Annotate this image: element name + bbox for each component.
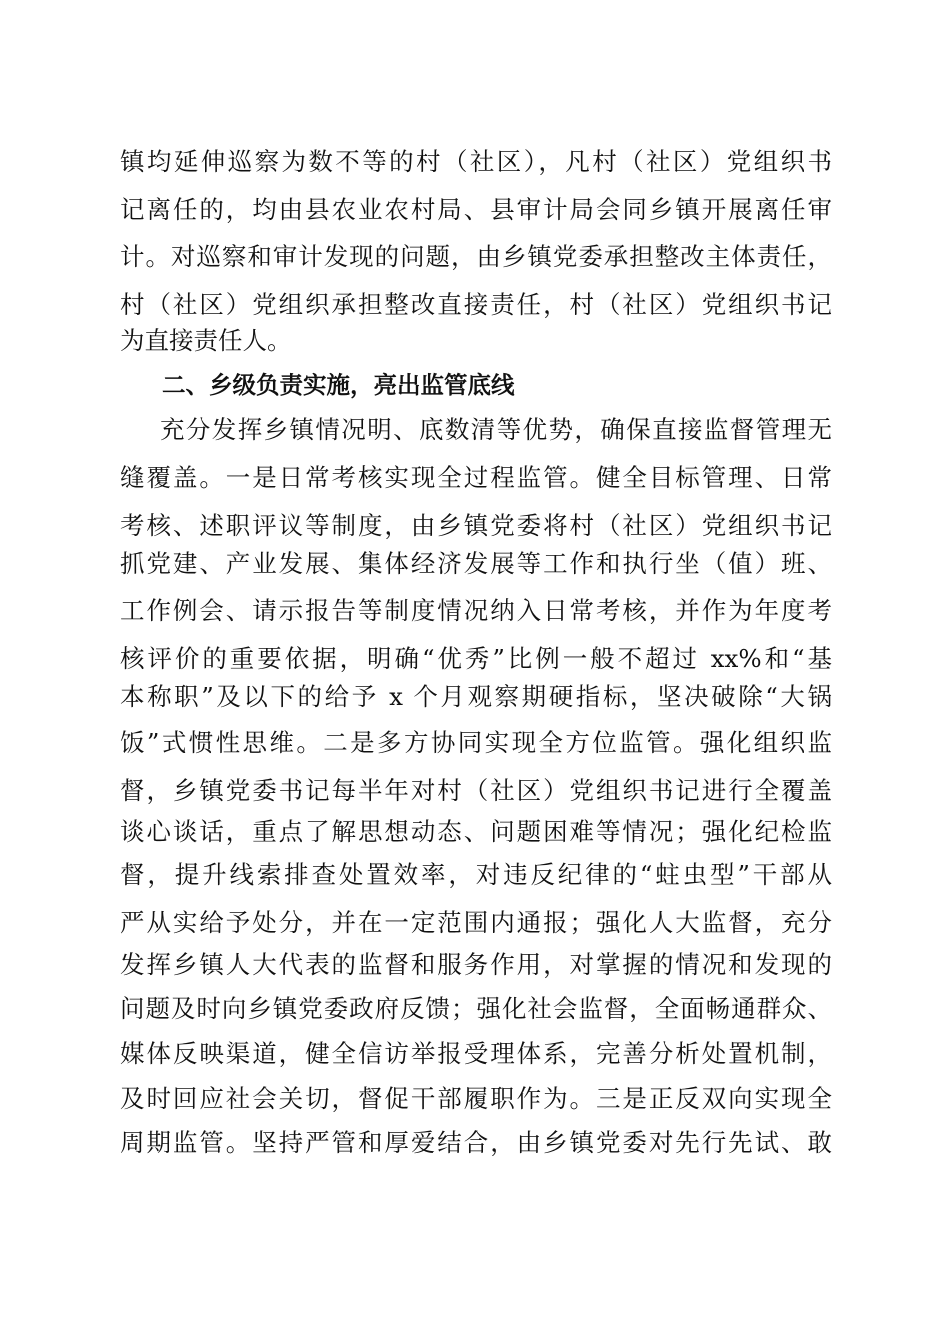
paragraph-line: 周期监管。坚持严管和厚爱结合，由乡镇党委对先行先试、敢 bbox=[120, 1128, 832, 1157]
paragraph-line: 及时回应社会关切，督促干部履职作为。三是正反双向实现全 bbox=[120, 1084, 832, 1113]
paragraph-line: 发挥乡镇人大代表的监督和服务作用，对掌握的情况和发现的 bbox=[120, 950, 832, 979]
section-heading: 二、乡级负责实施，亮出监管底线 bbox=[162, 371, 515, 399]
paragraph-line: 饭”式惯性思维。二是多方协同实现全方位监管。强化组织监 bbox=[120, 728, 832, 757]
paragraph-line: 督，乡镇党委书记每半年对村（社区）党组织书记进行全覆盖 bbox=[120, 776, 832, 805]
paragraph-line: 缝覆盖。一是日常考核实现全过程监管。健全目标管理、日常 bbox=[120, 463, 832, 492]
paragraph-line: 媒体反映渠道，健全信访举报受理体系，完善分析处置机制， bbox=[120, 1039, 832, 1068]
paragraph-line: 抓党建、产业发展、集体经济发展等工作和执行坐（值）班、 bbox=[120, 549, 832, 578]
paragraph-line: 计。对巡察和审计发现的问题，由乡镇党委承担整改主体责任， bbox=[120, 242, 832, 271]
paragraph-line: 问题及时向乡镇党委政府反馈；强化社会监督，全面畅通群众、 bbox=[120, 994, 832, 1023]
paragraph-line: 工作例会、请示报告等制度情况纳入日常考核，并作为年度考 bbox=[120, 596, 832, 625]
paragraph-line: 村（社区）党组织承担整改直接责任，村（社区）党组织书记 bbox=[120, 290, 832, 319]
paragraph-line: 为直接责任人。 bbox=[120, 326, 292, 355]
paragraph-line: 充分发挥乡镇情况明、底数清等优势，确保直接监督管理无 bbox=[160, 415, 832, 444]
paragraph-line: 记离任的，均由县农业农村局、县审计局会同乡镇开展离任审 bbox=[120, 195, 832, 224]
paragraph-line: 本称职”及以下的给予 x 个月观察期硬指标，坚决破除“大锅 bbox=[120, 682, 832, 711]
paragraph-line: 谈心谈话，重点了解思想动态、问题困难等情况；强化纪检监 bbox=[120, 817, 832, 846]
paragraph-line: 考核、述职评议等制度，由乡镇党委将村（社区）党组织书记 bbox=[120, 511, 832, 540]
paragraph-line: 镇均延伸巡察为数不等的村（社区），凡村（社区）党组织书 bbox=[120, 147, 832, 176]
paragraph-line: 严从实给予处分，并在一定范围内通报；强化人大监督，充分 bbox=[120, 908, 832, 937]
paragraph-line: 督，提升线索排查处置效率，对违反纪律的“蛀虫型”干部从 bbox=[120, 860, 832, 889]
paragraph-line: 核评价的重要依据，明确“优秀”比例一般不超过 xx%和“基 bbox=[120, 644, 832, 673]
